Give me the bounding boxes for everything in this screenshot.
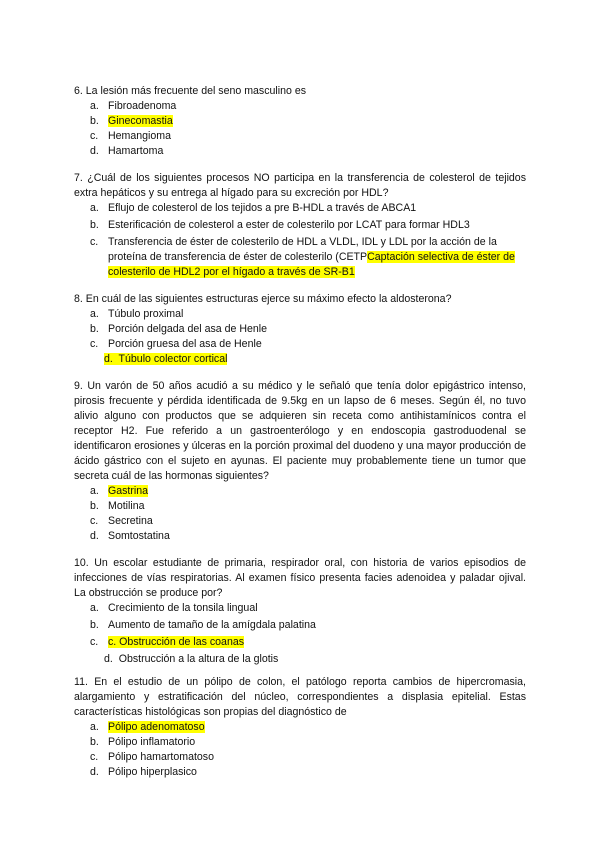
option-d: d. Pólipo hiperplasico [90, 766, 197, 778]
question-stem: 7. ¿Cuál de los siguientes procesos NO participa en la transferencia de colesterol de tejidos extra hepáticos y su entrega al hígado para su excreción por HDL? [74, 172, 526, 199]
question-stem: 10. Un escolar estudiante de primaria, respirador oral, con historia de varios episodios de infecciones de vías respiratorias. Al examen físico presenta facies adenoidea y paladar ojival. La obstrucción se produce por? [74, 557, 526, 599]
option-d: d. Hamartoma [90, 145, 164, 157]
option-list [74, 601, 526, 667]
highlighted-answer: Pólipo adenomatoso [108, 721, 205, 733]
option-list [74, 720, 526, 780]
highlighted-answer: Gastrina [108, 485, 149, 497]
option-list [74, 307, 526, 367]
option-c: c. Transferencia de éster de colesterilo de HDL a VLDL, IDL y LDL por la acción de la proteína de transferencia de éster de colesterilo (CETPCaptación selectiva de éster de colesterilo de HDL2 por el hígado a través de SR-B1 [90, 236, 515, 278]
option-list [74, 201, 526, 280]
option-a: a. Túbulo proximal [90, 308, 184, 320]
highlighted-answer: Túbulo colector cortical [118, 353, 228, 365]
option-b: b. Pólipo inflamatorio [90, 736, 196, 748]
option-c: c. Secretina [90, 515, 153, 527]
option-list [74, 99, 526, 159]
option-list [74, 484, 526, 544]
option-b: b. Porción delgada del asa de Henle [90, 323, 268, 335]
highlighted-answer: c. Obstrucción de las coanas [108, 636, 245, 648]
question-stem: 8. En cuál de las siguientes estructuras ejerce su máximo efecto la aldosterona? [74, 293, 452, 305]
option-a: a. Pólipo adenomatoso [90, 721, 205, 733]
question-6 [74, 84, 526, 159]
option-d: d. Túbulo colector cortical [104, 353, 228, 365]
option-a: a. Crecimiento de la tonsila lingual [90, 602, 258, 614]
question-7 [74, 171, 526, 280]
question-stem: 9. Un varón de 50 años acudió a su médico y le señaló que tenía dolor epigástrico intenso, pirosis frecuente y pérdida identificada de 9.5kg en un lapso de 6 meses. Según él, no tuvo alivio alguno con productos que se adquieren sin receta como antihistamínicos contra el receptor H2. Fue referido a un gastroenterólogo y en endoscopia gastroduodenal se identificaron erosiones y úlceras en la porción proximal del duodeno y una mayor producción de ácido gástrico con el sujeto en ayunas. El paciente muy probablemente tiene un tumor que secreta cuál de las hormonas siguientes? [74, 380, 526, 482]
question-stem: 6. La lesión más frecuente del seno masculino es [74, 85, 307, 97]
question-11 [74, 675, 526, 780]
option-b: b. Aumento de tamaño de la amígdala palatina [90, 619, 316, 631]
option-c: c. Hemangioma [90, 130, 172, 142]
question-8 [74, 292, 526, 367]
option-c: c. c. Obstrucción de las coanas [90, 636, 245, 648]
option-a: a. Eflujo de colesterol de los tejidos a pre B-HDL a través de ABCA1 [90, 202, 417, 214]
option-c: c. Pólipo hamartomatoso [90, 751, 214, 763]
option-b: b. Motilina [90, 500, 145, 512]
highlighted-answer: Captación selectiva de éster de colesterilo de HDL2 por el hígado a través de SR-B1 [108, 251, 515, 278]
option-a: a. Fibroadenoma [90, 100, 177, 112]
option-c: c. Porción gruesa del asa de Henle [90, 338, 262, 350]
question-stem: 11. En el estudio de un pólipo de colon, el patólogo reporta cambios de hipercromasia, alargamiento y estratificación del núcleo, correspondientes a displasia epitelial. Estas características histológicas son propias del diagnóstico de [74, 676, 526, 718]
question-10 [74, 556, 526, 667]
option-b: b. Esterificación de colesterol a ester de colesterilo por LCAT para formar HDL3 [90, 219, 470, 231]
question-9 [74, 379, 526, 544]
option-d: d. Obstrucción a la altura de la glotis [104, 653, 279, 665]
option-b: b. Ginecomastia [90, 115, 173, 127]
option-d: d. Somtostatina [90, 530, 170, 542]
highlighted-answer: Ginecomastia [108, 115, 173, 127]
option-a: a. Gastrina [90, 485, 149, 497]
